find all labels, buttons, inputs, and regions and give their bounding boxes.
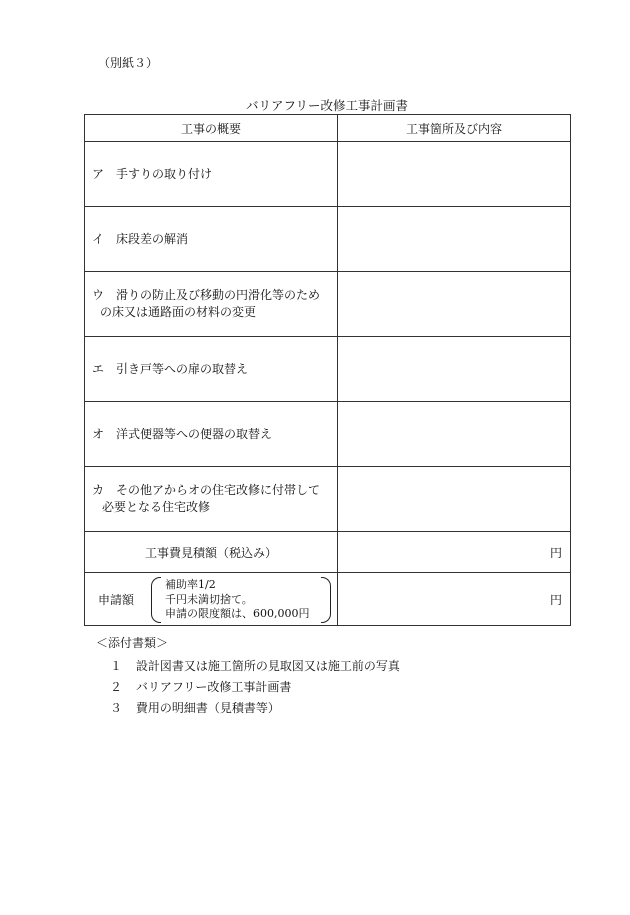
item-text-continued: の床又は通路面の材料の変更 [100, 305, 257, 319]
item-text: 床段差の解消 [116, 231, 189, 246]
list-item [110, 698, 400, 719]
application-amount-row [85, 573, 571, 626]
table-row [85, 207, 571, 272]
details-cell[interactable] [338, 272, 571, 337]
attachments-list [110, 656, 400, 719]
list-item-number: ３ [110, 701, 123, 715]
rounding-note: 千円未満切捨て。 [165, 592, 253, 606]
item-mark: イ [92, 231, 105, 246]
list-item-number: ２ [110, 680, 123, 694]
list-item-text: 設計図書又は施工箇所の見取図又は施工前の写真 [135, 659, 400, 673]
table-row [85, 272, 571, 337]
list-item-text: 費用の明細書（見積書等） [135, 701, 280, 715]
attachments-heading: ＜添付書類＞ [96, 636, 169, 650]
item-mark: エ [92, 361, 105, 376]
cost-estimate-label: 工事費見積額（税込み） [85, 532, 338, 573]
list-item-text: バリアフリー改修工事計画書 [135, 680, 292, 694]
item-text: その他アからオの住宅改修に付帯して [116, 483, 321, 497]
item-mark: オ [92, 426, 105, 441]
list-item-number: １ [110, 659, 123, 673]
details-cell[interactable] [338, 402, 571, 467]
col-header-overview: 工事の概要 [85, 115, 338, 142]
application-amount-yen[interactable]: 円 [338, 573, 571, 626]
list-item [110, 677, 400, 698]
table-row [85, 467, 571, 532]
details-cell[interactable] [338, 142, 571, 207]
details-cell[interactable] [338, 207, 571, 272]
attachment-label: （別紙３） [98, 56, 159, 70]
limit-note: 申請の限度額は、600,000円 [165, 607, 310, 620]
item-mark: ア [92, 166, 105, 181]
table-row [85, 402, 571, 467]
application-amount-label: 申請額 [97, 592, 134, 607]
item-text: 洋式便器等への便器の取替え [116, 426, 273, 441]
item-text: 手すりの取り付け [116, 166, 213, 181]
plan-table [84, 114, 571, 626]
table-header-row [85, 115, 571, 142]
item-mark: ウ [92, 288, 105, 302]
cost-estimate-row [85, 532, 571, 573]
details-cell[interactable] [338, 467, 571, 532]
item-mark: カ [92, 483, 105, 497]
table-row [85, 337, 571, 402]
col-header-details: 工事箇所及び内容 [338, 115, 571, 142]
details-cell[interactable] [338, 337, 571, 402]
subsidy-note-bracket [151, 575, 331, 623]
list-item [110, 656, 400, 677]
cost-estimate-yen[interactable]: 円 [338, 532, 571, 573]
item-text-continued: 必要となる住宅改修 [102, 500, 211, 514]
item-text: 滑りの防止及び移動の円滑化等のため [116, 288, 321, 302]
item-text: 引き戸等への扉の取替え [116, 361, 249, 376]
table-row [85, 142, 571, 207]
subsidy-rate-note: 補助率1/2 [165, 578, 216, 591]
document-title: バリアフリー改修工事計画書 [245, 98, 408, 113]
